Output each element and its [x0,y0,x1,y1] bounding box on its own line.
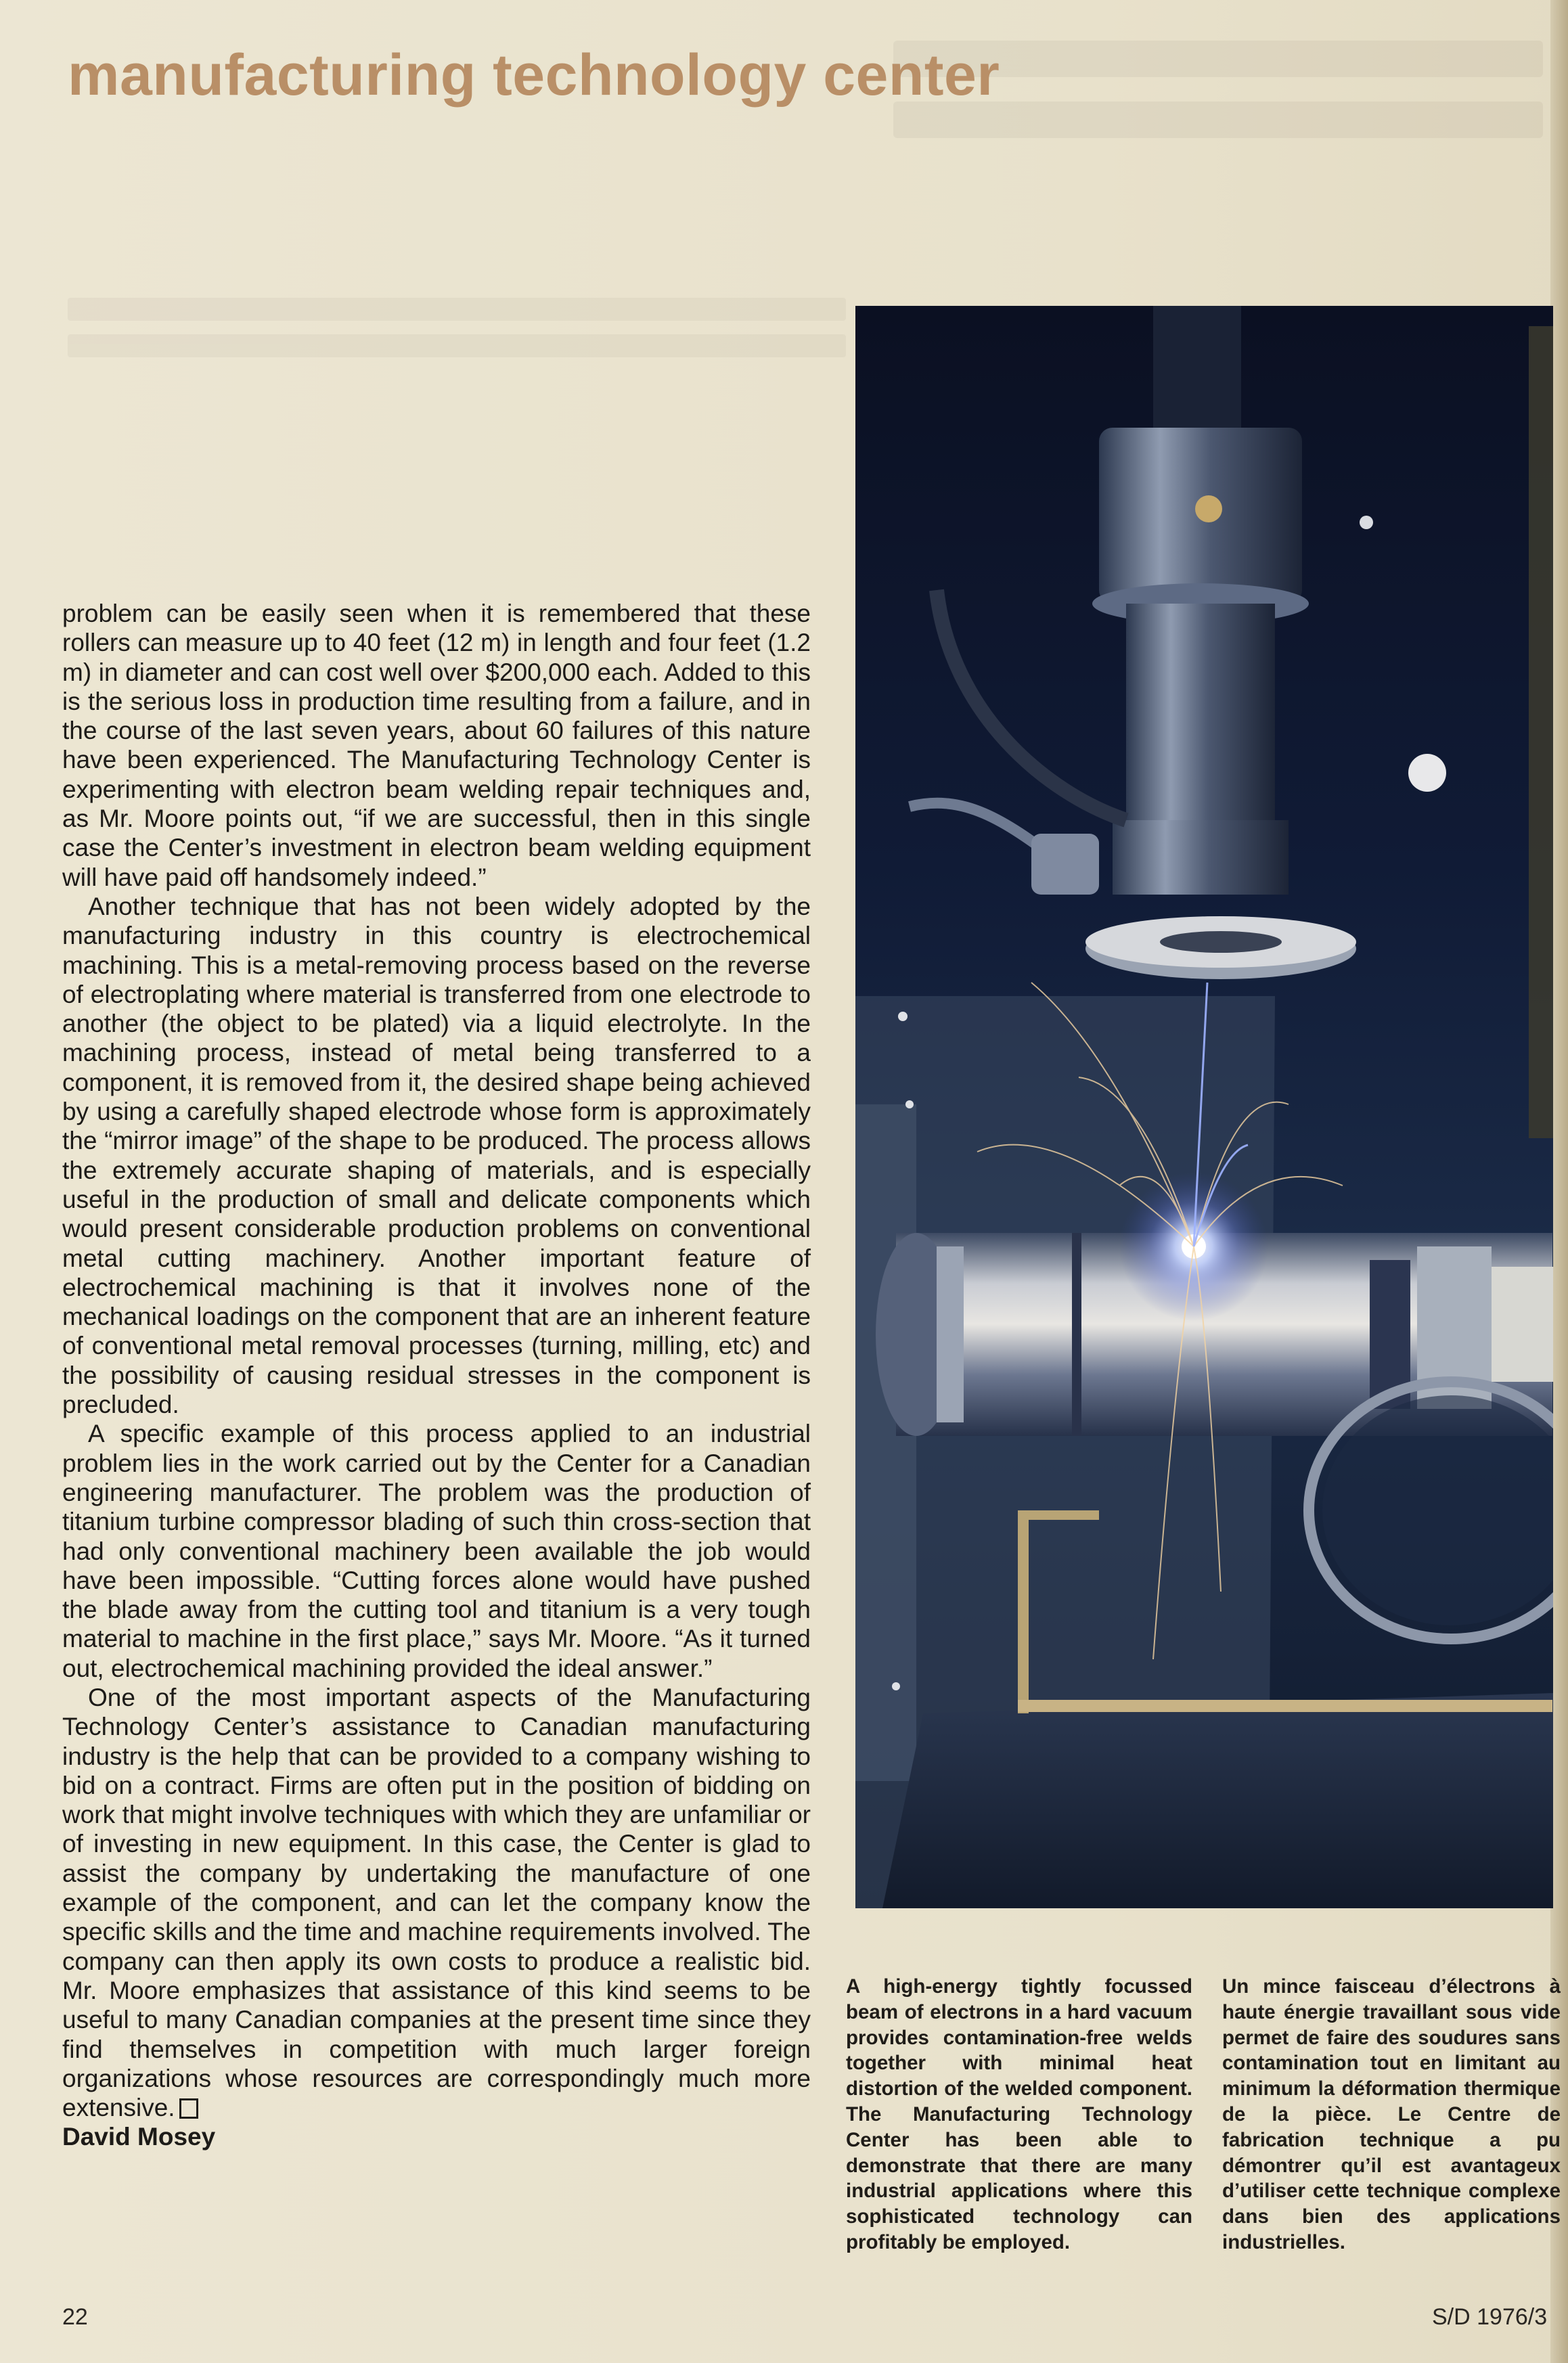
article-paragraph: Another technique that has not been widely adopted by the manufacturing industry in this country is electrochemical machining. This is a metal-removing process based on the reverse of electroplating where material is transferred from one electrode to another (the object to be plated) via a liquid electrolyte. In the machining process, instead of metal being transferred to a component, it is removed from it, the desired shape being achieved by using a carefully shaped electrode whose form is approximately the “mirror image” of the shape to be produced. The process allows the extremely accurate shaping of materials, and is especially useful in the production of small and delicate components which would present considerable production problems on conventional metal cutting machinery. Another important feature of electrochemical machining is that it involves none of the mechanical loadings on the component that are an inherent feature of conventional metal removal processes (turning, milling, etc) and the possibility of causing residual stresses in the component is precluded. [62,892,811,1419]
end-mark-icon [179,2098,198,2119]
article-body [62,599,811,2152]
article-paragraph-text: One of the most important aspects of the Manufacturing Technology Center’s assistance to Canadian manufacturing industry is the help that can be provided to a company wishing to bid on a contract. Firms are often put in the position of bidding on work that might involve techniques with which they are unfamiliar or of investing in new equipment. In this case, the Center is glad to assist the company by undertaking the manufacture of one example of the component, and can let the company know the specific skills and the time and machine requirements involved. The company can then apply its own costs to produce a realistic bid. Mr. Moore emphasizes that assistance of this kind seems to be useful to many Canadian companies at the present time since they find themselves in competition with much larger foreign organizations whose resources are correspondingly much more extensive. [62,1683,811,2122]
electron-beam-welding-photo [855,306,1553,1908]
article-paragraph: problem can be easily seen when it is remembered that these rollers can measure up to 40 feet (12 m) in length and four feet (1.2 m) in diameter and can cost well over $200,000 each. Added to this is the serious loss in production time resulting from a failure, and in the course of the last seven years, about 60 failures of this nature have been experienced. The Manufacturing Technology Center is experimenting with electron beam welding repair techniques and, as Mr. Moore points out, “if we are successful, then in this single case the Center’s investment in electron beam welding equipment will have paid off handsomely indeed.” [62,600,811,891]
article-paragraph: A specific example of this process applied to an industrial problem lies in the work carried out by the Center for a Canadian engineering manufacturer. The problem was the production of titanium turbine compressor blading of such thin cross-section that had only conventional machinery been available the job would have been impossible. “Cutting forces alone would have pushed the blade away from the cutting tool and titanium is a very tough material to machine in the first place,” says Mr. Moore. “As it turned out, electrochemical machining provided the ideal answer.” [62,1420,811,1682]
photo-caption-french: Un mince faisceau d’électrons à haute énergie travaillant sous vide permet de faire des soudures sans contamination tout en limitant au minimum la déformation thermique de la pièce. Le Centre de fabrication technique a pu démontrer qu’il est avantageux d’utiliser cette technique complexe dans bien des applications industrielles. [1222,1975,1561,2253]
page-number: 22 [62,2304,88,2330]
issue-reference: S/D 1976/3 [1432,2304,1548,2330]
photo-caption-english: A high-energy tightly focussed beam of electrons in a hard vacuum provides contamination-free welds together with minimal heat distortion of the welded component. The Manufacturing Technology Center has been able to demonstrate that there are many industrial applications where this sophisticated technology can profitably be employed. [846,1975,1192,2253]
byline: David Mosey [62,2123,216,2151]
show-through-text-left [68,298,846,372]
section-title: manufacturing technology center [68,43,1000,108]
article-paragraph-last [62,1683,811,2122]
